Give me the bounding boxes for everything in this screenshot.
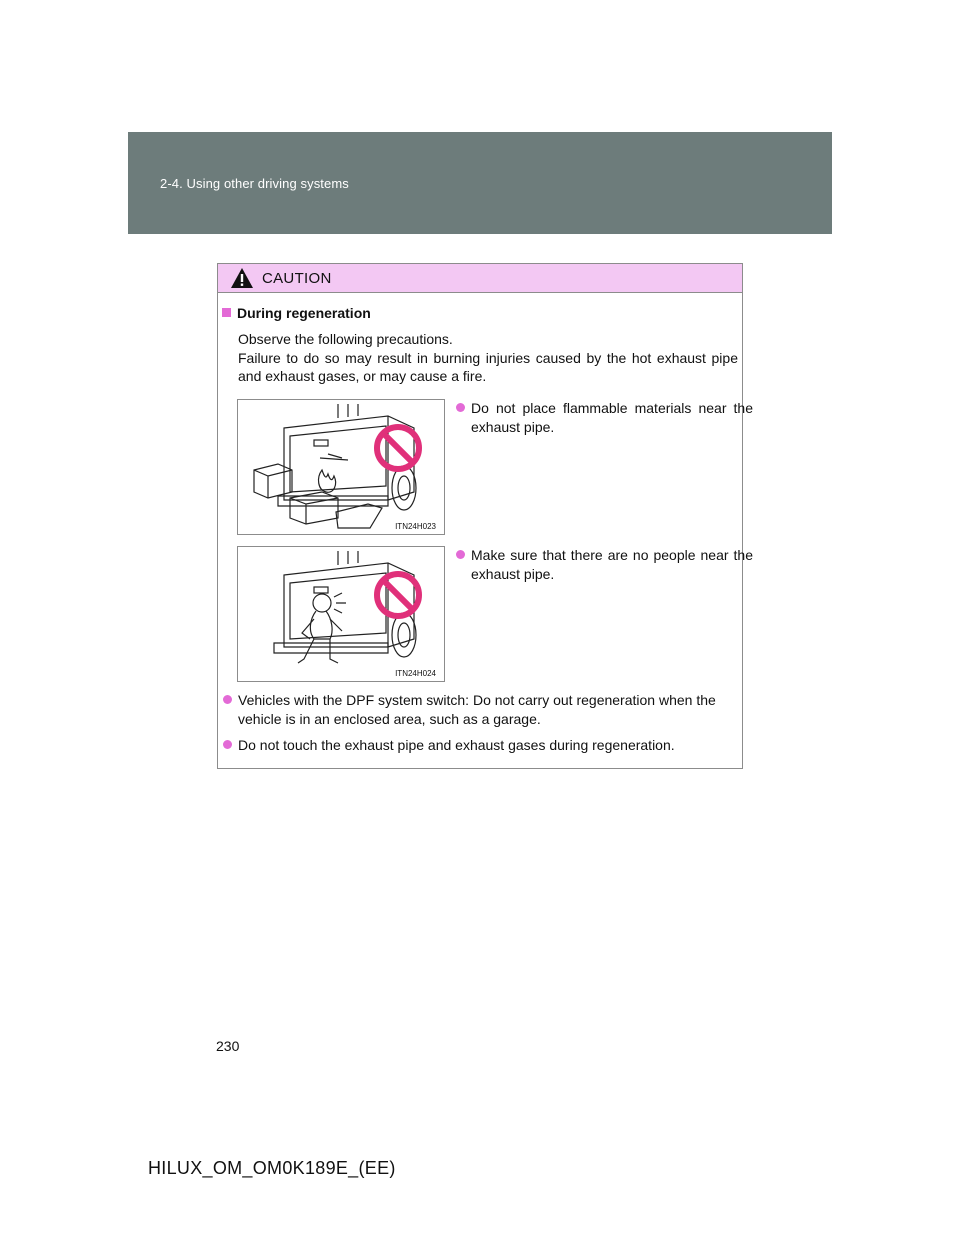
bullet-item-1: [223, 691, 753, 729]
round-bullet-icon: [223, 740, 232, 749]
caution-box: [217, 263, 753, 769]
figure-1-text: [456, 399, 753, 437]
caution-label: CAUTION: [262, 270, 332, 287]
caution-heading-text: During regeneration: [237, 305, 371, 321]
figure-2-text-content: Make sure that there are no people near the exhaust pipe.: [471, 547, 753, 582]
truck-boxes-illustration: [238, 400, 444, 534]
round-bullet-icon: [456, 550, 465, 559]
square-bullet-icon: [222, 308, 231, 317]
round-bullet-icon: [223, 695, 232, 704]
intro-line-1: Observe the following precautions.: [238, 331, 453, 347]
truck-person-illustration: [238, 547, 444, 681]
warning-triangle-icon: [230, 267, 254, 289]
page-number: 230: [216, 1038, 240, 1054]
round-bullet-icon: [456, 403, 465, 412]
bullet-item-1-text: Vehicles with the DPF system switch: Do not carry out regeneration when the vehicle is in an enclosed area, such as a garage.: [238, 692, 716, 727]
intro-line-2: Failure to do so may result in burning injuries caused by the hot exhaust pipe and exhaust gases, or may cause a fire.: [238, 349, 738, 384]
figure-code: ITN24H023: [395, 522, 436, 531]
header-band: [128, 132, 832, 234]
caution-heading: [222, 305, 371, 321]
figure-no-people: [237, 546, 445, 682]
figure-flammable-materials: [237, 399, 445, 535]
caution-intro: [238, 330, 738, 386]
prohibition-icon: [377, 574, 419, 616]
figure-1-text-content: Do not place flammable materials near the exhaust pipe.: [471, 400, 753, 435]
figure-code: ITN24H024: [395, 669, 436, 678]
prohibition-icon: [377, 427, 419, 469]
bullet-item-2: [223, 736, 753, 755]
figure-2-text: [456, 546, 753, 584]
bullet-item-2-text: Do not touch the exhaust pipe and exhaust gases during regeneration.: [238, 737, 675, 753]
caution-header: [218, 264, 742, 293]
section-title: 2-4. Using other driving systems: [160, 176, 349, 191]
document-code: HILUX_OM_OM0K189E_(EE): [148, 1158, 396, 1178]
